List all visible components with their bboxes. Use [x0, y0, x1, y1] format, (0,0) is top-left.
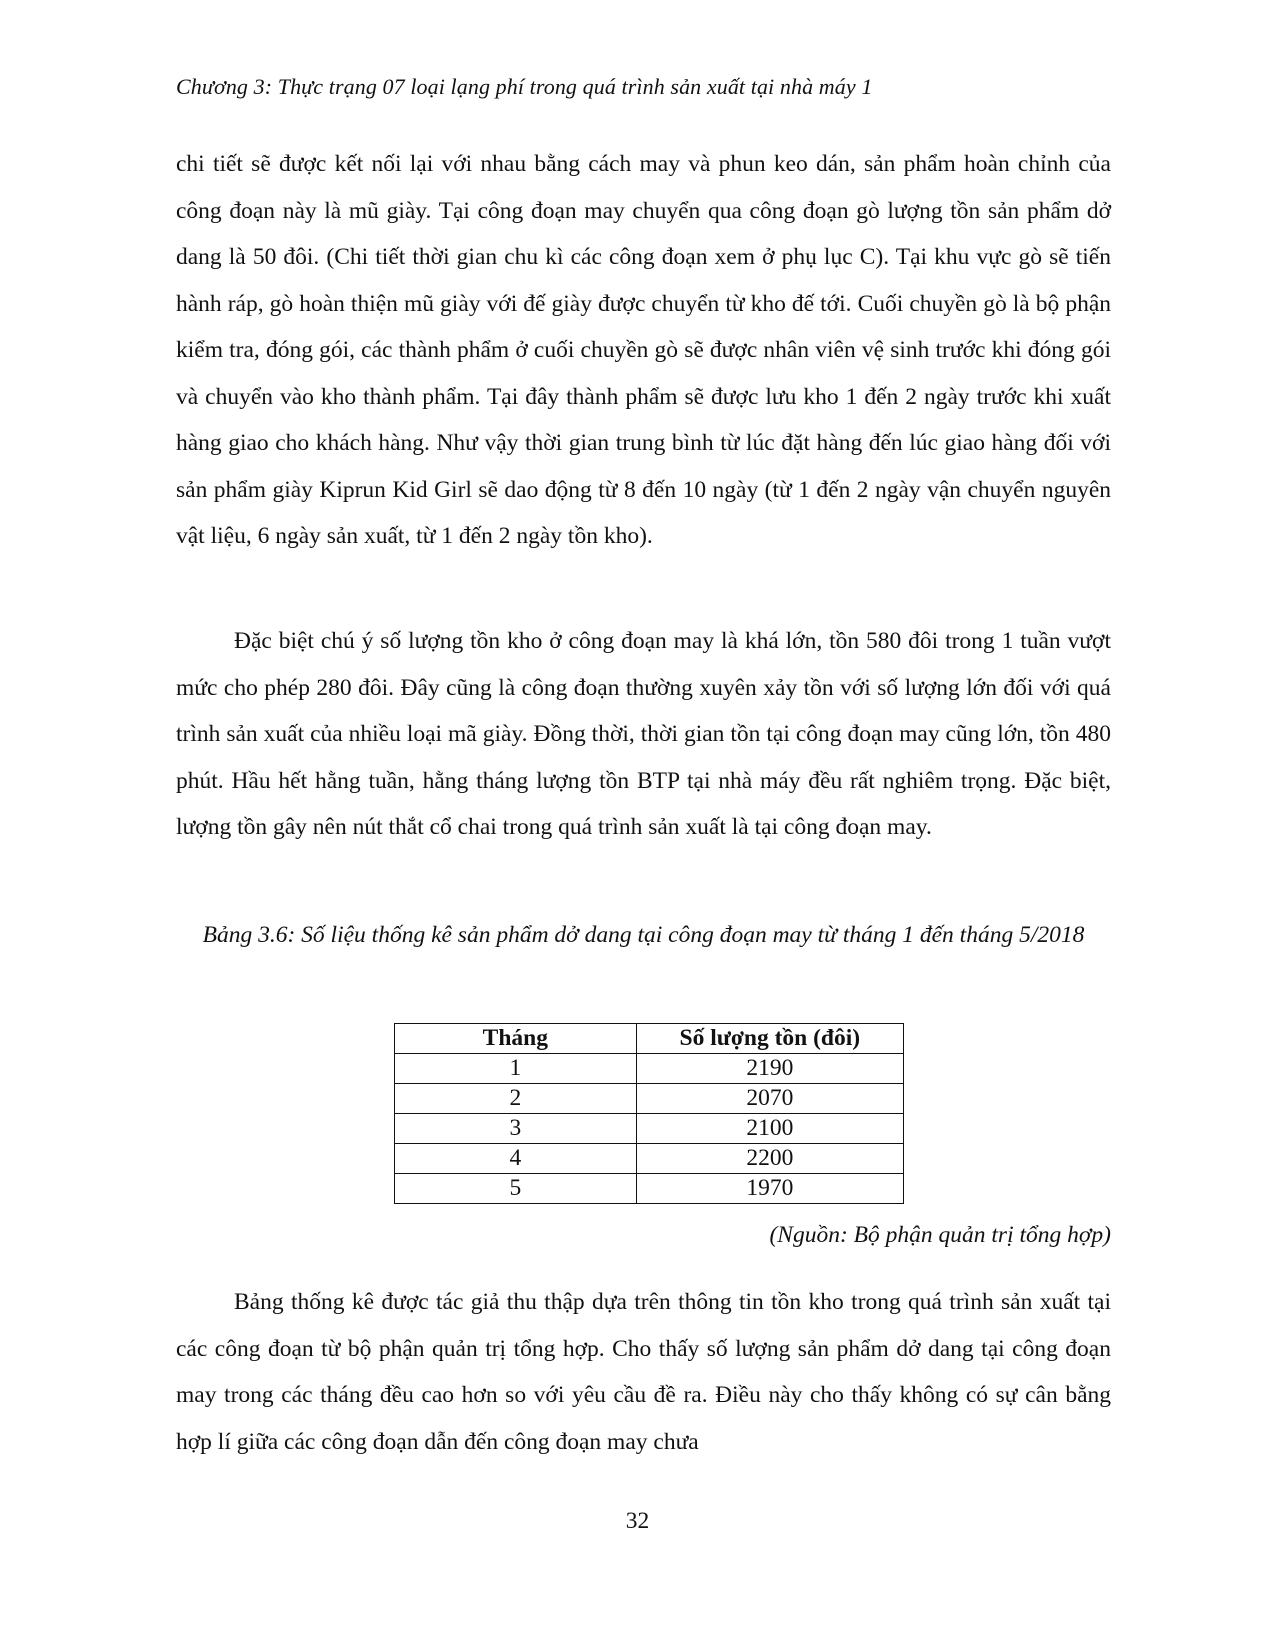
cell-quantity: 1970	[636, 1174, 903, 1204]
cell-month: 4	[395, 1144, 637, 1174]
running-header: Chương 3: Thực trạng 07 loại lạng phí trong quá trình sản xuất tại nhà máy 1	[176, 74, 873, 99]
header-quantity: Số lượng tồn (đôi)	[636, 1024, 903, 1054]
table-header-row	[395, 1024, 904, 1054]
table-row	[395, 1084, 904, 1114]
table-caption: Bảng 3.6: Số liệu thống kê sản phẩm dở dang tại công đoạn may từ tháng 1 đến tháng 5/2018	[202, 922, 1085, 948]
paragraph-1: chi tiết sẽ được kết nối lại với nhau bằng cách may và phun keo dán, sản phẩm hoàn chỉnh của công đoạn này là mũ giày. Tại công đoạn may chuyển qua công đoạn gò lượng tồn sản phẩm dở dang là 50 đôi. (Chi tiết thời gian chu kì các công đoạn xem ở phụ lục C). Tại khu vực gò sẽ tiến hành ráp, gò hoàn thiện mũ giày với đế giày được chuyển từ kho đế tới. Cuối chuyền gò là bộ phận kiểm tra, đóng gói, các thành phẩm ở cuối chuyền gò sẽ được nhân viên vệ sinh trước khi đóng gói và chuyển vào kho thành phẩm. Tại đây thành phẩm sẽ được lưu kho 1 đến 2 ngày trước khi xuất hàng giao cho khách hàng. Như vậy thời gian trung bình từ lúc đặt hàng đến lúc giao hàng đối với sản phẩm giày Kiprun Kid Girl sẽ dao động từ 8 đến 10 ngày (từ 1 đến 2 ngày vận chuyển nguyên vật liệu, 6 ngày sản xuất, từ 1 đến 2 ngày tồn kho).	[176, 151, 1111, 549]
table-row	[395, 1114, 904, 1144]
cell-quantity: 2070	[636, 1084, 903, 1114]
page-number: 32	[625, 1508, 650, 1534]
table-row	[395, 1054, 904, 1084]
inventory-table	[394, 1023, 904, 1204]
paragraph-3: Bảng thống kê được tác giả thu thập dựa trên thông tin tồn kho trong quá trình sản xuất tại các công đoạn từ bộ phận quản trị tổng hợp. Cho thấy số lượng sản phẩm dở dang tại công đoạn may trong các tháng đều cao hơn so với yêu cầu đề ra. Điều này cho thấy không có sự cân bằng hợp lí giữa các công đoạn dẫn đến công đoạn may chưa	[176, 1289, 1111, 1455]
cell-quantity: 2100	[636, 1114, 903, 1144]
table-row	[395, 1144, 904, 1174]
table-row	[395, 1174, 904, 1204]
cell-month: 5	[395, 1174, 637, 1204]
cell-quantity: 2200	[636, 1144, 903, 1174]
header-month: Tháng	[395, 1024, 637, 1054]
paragraph-2: Đặc biệt chú ý số lượng tồn kho ở công đoạn may là khá lớn, tồn 580 đôi trong 1 tuần vượt mức cho phép 280 đôi. Đây cũng là công đoạn thường xuyên xảy tồn với số lượng lớn đối với quá trình sản xuất của nhiều loại mã giày. Đồng thời, thời gian tồn tại công đoạn may cũng lớn, tồn 480 phút. Hầu hết hằng tuần, hằng tháng lượng tồn BTP tại nhà máy đều rất nghiêm trọng. Đặc biệt, lượng tồn gây nên nút thắt cổ chai trong quá trình sản xuất là tại công đoạn may.	[176, 628, 1111, 840]
cell-month: 2	[395, 1084, 637, 1114]
cell-quantity: 2190	[636, 1054, 903, 1084]
table-source: (Nguồn: Bộ phận quản trị tổng hợp)	[769, 1222, 1111, 1248]
cell-month: 3	[395, 1114, 637, 1144]
cell-month: 1	[395, 1054, 637, 1084]
